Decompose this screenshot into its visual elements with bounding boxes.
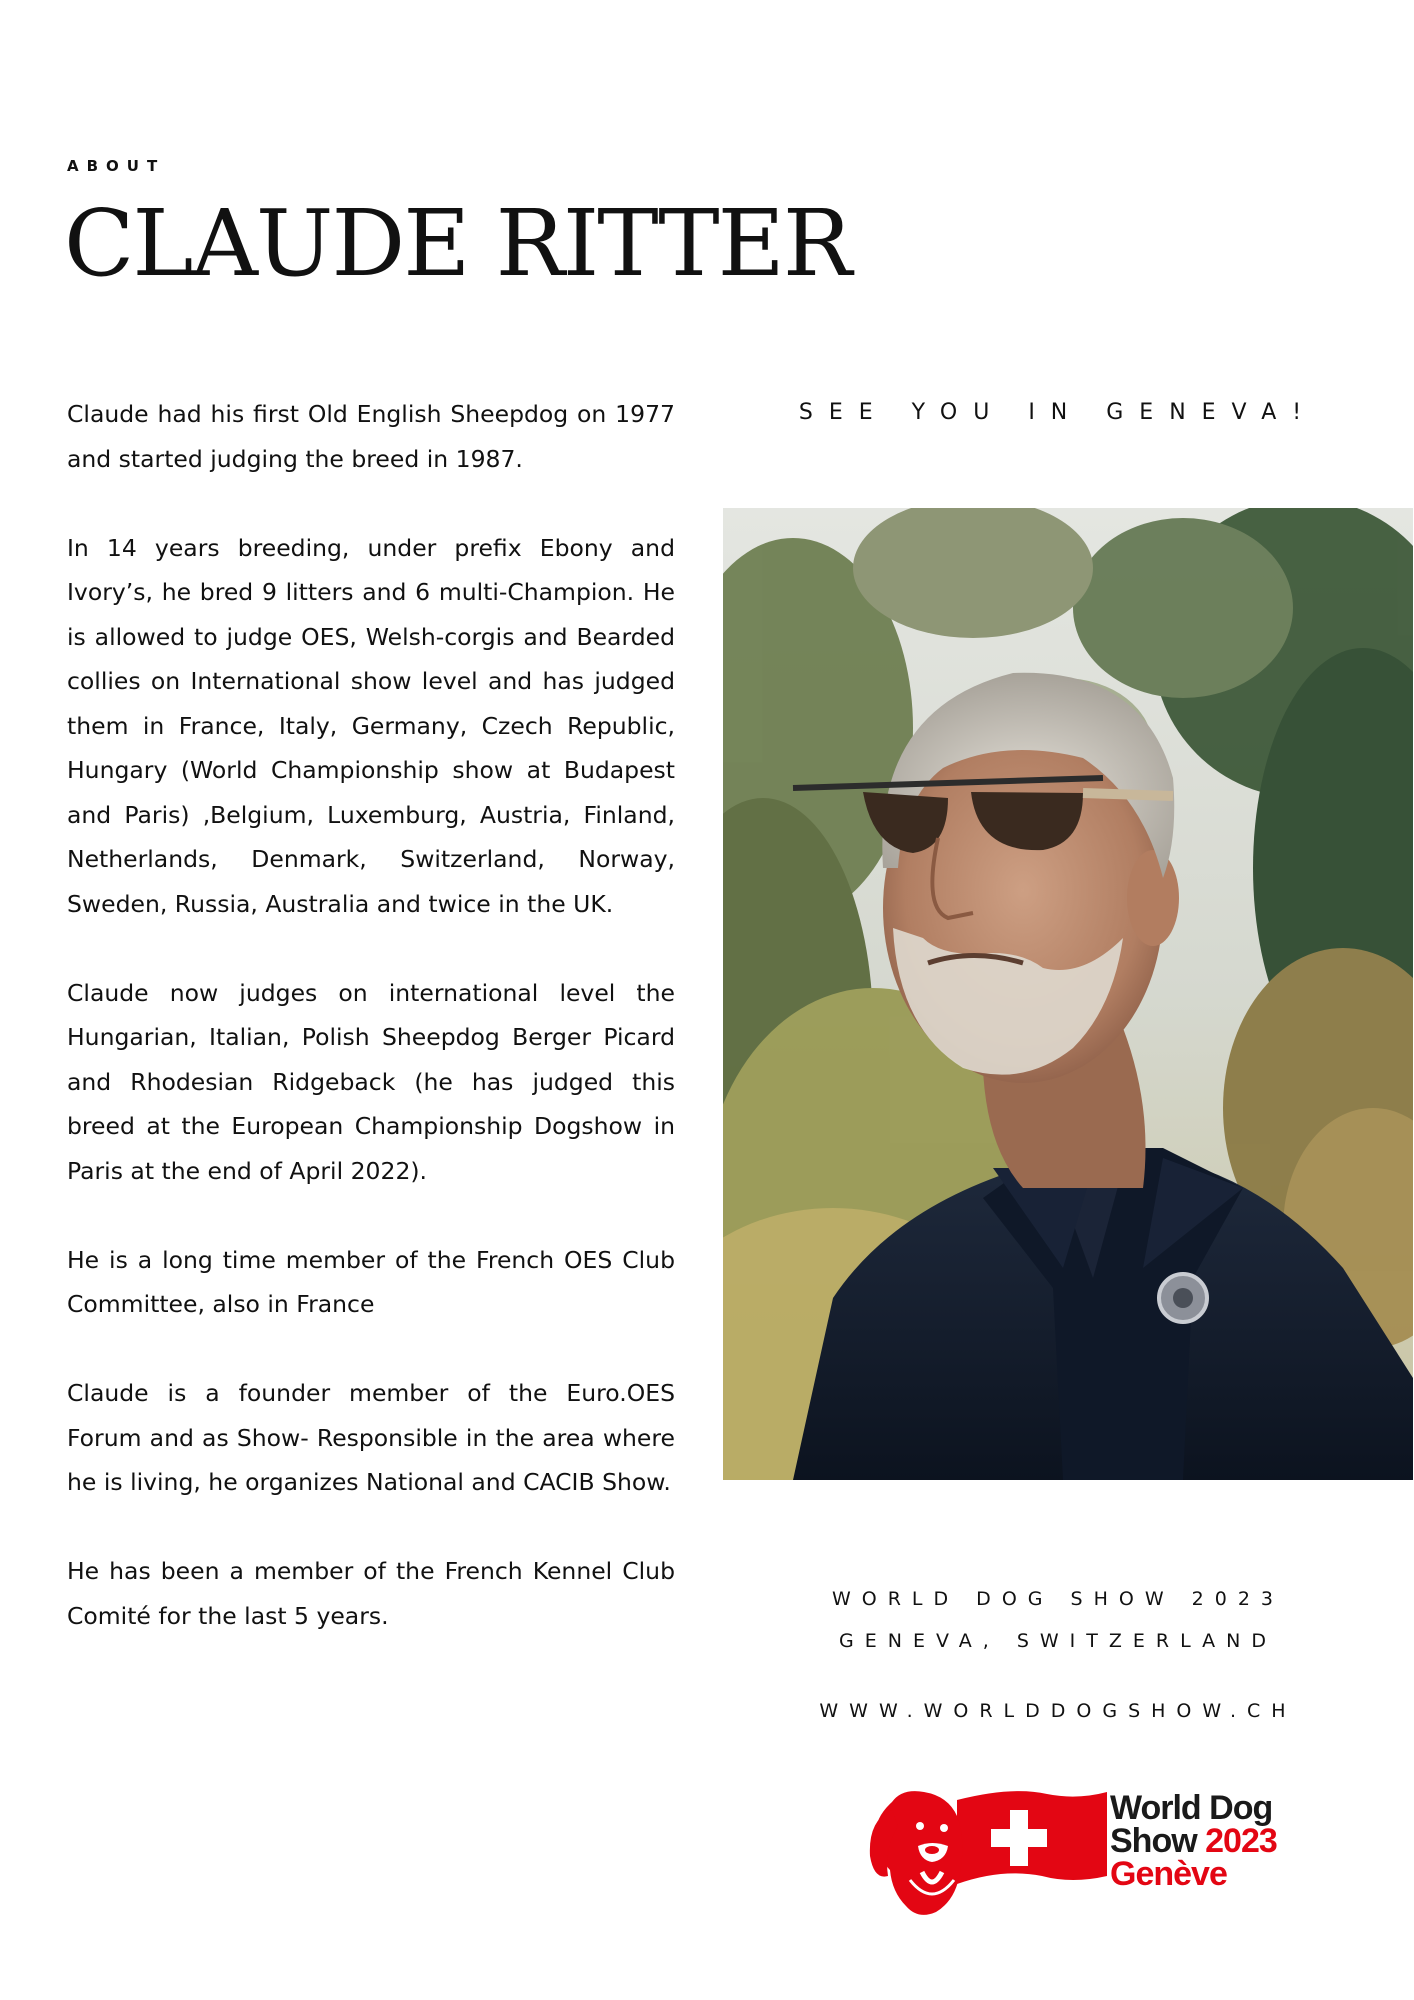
logo-show-word: Show [1110,1822,1197,1860]
event-info [720,1578,1396,1662]
logo-line-1: World Dog [1110,1789,1273,1827]
page-title: CLAUDE RITTER [64,190,851,297]
event-title: WORLD DOG SHOW 2023 [831,1588,1285,1610]
bio-paragraph: Claude had his first Old English Sheepdog on 1977 and started judging the breed in 1987. [67,400,675,473]
portrait-photo [723,508,1413,1480]
bio-paragraph: Claude is a founder member of the Euro.OES Forum and as Show- Responsible in the area where he is living, he organizes National and CACIB Show. [67,1379,675,1496]
eyebrow-label: ABOUT [67,157,166,175]
website-link[interactable]: WWW.WORLDDOGSHOW.CH [819,1700,1297,1722]
logo-year: 2023 [1205,1822,1277,1860]
tagline: SEE YOU IN GENEVA! [798,400,1318,425]
bio-paragraph: He is a long time member of the French OES Club Committee, also in France [67,1245,675,1318]
world-dog-show-logo [862,1780,1302,1920]
logo-wordmark [1110,1789,1277,1893]
dog-flag-icon [862,1780,1112,1920]
event-location: GENEVA, SWITZERLAND [839,1630,1277,1652]
logo-line-2 [1110,1822,1277,1860]
bio-paragraph: He has been a member of the French Kennel Club Comité for the last 5 years. [67,1557,675,1630]
bio-paragraph: Claude now judges on international level the Hungarian, Italian, Polish Sheepdog Berger Picard and Rhodesian Ridgeback (he has judged this breed at the European Championship Dogshow in Paris at the end of April 2022). [67,978,675,1185]
bio-paragraph: In 14 years breeding, under prefix Ebony and Ivory’s, he bred 9 litters and 6 multi-Champion. He is allowed to judge OES, Welsh-corgis and Bearded collies on International show level and has judged them in France, Italy, Germany, Czech Republic, Hungary (World Championship show at Budapest and Paris) ,Belgium, Luxemburg, Austria, Finland, Netherlands, Denmark, Switzerland, Norway, Sweden, Russia, Australia and twice in the UK. [67,533,675,918]
logo-line-3: Genève [1110,1855,1227,1893]
portrait-illustration [723,508,1413,1480]
bio-section [67,392,675,1683]
